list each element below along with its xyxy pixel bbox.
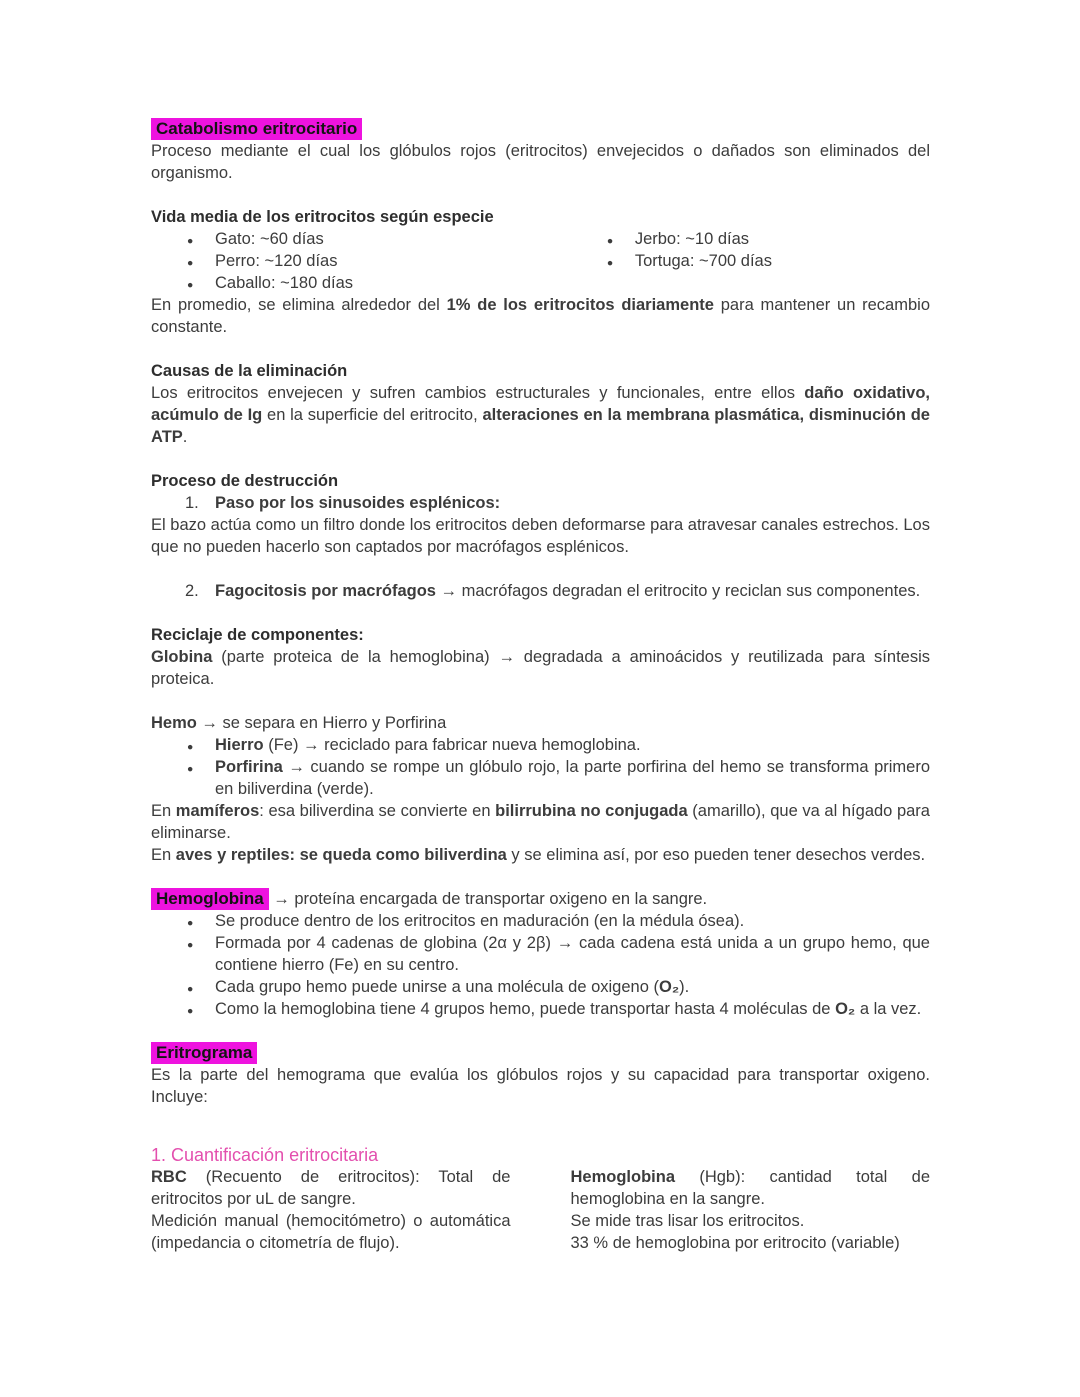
list-item-tortuga: ● Tortuga: ~700 días xyxy=(635,250,930,272)
cuantificacion-columns xyxy=(151,1166,930,1254)
section-proceso xyxy=(151,470,930,602)
species-list-right xyxy=(603,228,930,294)
section-reciclaje xyxy=(151,624,930,866)
eritrograma-title: Eritrograma xyxy=(151,1042,257,1064)
hemoglobina-intro: → proteína encargada de transportar oxigeno en la sangre. xyxy=(268,890,708,908)
list-item: ● Cada grupo hemo puede unirse a una molécula de oxigeno (O₂). xyxy=(215,976,930,998)
vida-media-note: En promedio, se elimina alrededor del 1% de los eritrocitos diariamente para mantener un recambio constante. xyxy=(151,296,930,336)
causas-body: Los eritrocitos envejecen y sufren cambios estructurales y funcionales, entre ellos daño oxidativo, acúmulo de Ig en la superficie del eritrocito, alteraciones en la membrana plasmática, disminución de ATP. xyxy=(151,384,930,446)
list-item-caballo: ● Caballo: ~180 días xyxy=(215,272,603,294)
hemoglobina-title: Hemoglobina xyxy=(151,888,269,910)
hgb-measurement: Se mide tras lisar los eritrocitos. xyxy=(570,1212,805,1230)
hemoglobina-facts-list xyxy=(151,910,930,1020)
list-item: ● Como la hemoglobina tiene 4 grupos hemo, puede transportar hasta 4 moléculas de O₂ a la vez. xyxy=(215,998,930,1020)
list-item-jerbo: ● Jerbo: ~10 días xyxy=(635,228,930,250)
list-item: ● Se produce dentro de los eritrocitos en maduración (en la médula ósea). xyxy=(215,910,930,932)
hgb-percentage: 33 % de hemoglobina por eritrocito (variable) xyxy=(570,1234,900,1252)
step-number: 2. xyxy=(185,582,199,600)
list-item-porfirina: ● Porfirina → cuando se rompe un glóbulo rojo, la parte porfirina del hemo se transforma primero en biliverdina (verde). xyxy=(215,756,930,800)
vida-media-heading: Vida media de los eritrocitos según especie xyxy=(151,208,494,226)
proceso-heading: Proceso de destrucción xyxy=(151,472,339,490)
step-number: 1. xyxy=(185,494,199,512)
proceso-step-1-body: El bazo actúa como un filtro donde los eritrocitos deben deformarse para atravesar canales estrechos. Los que no pueden hacerlo son captados por macrófagos esplénicos. xyxy=(151,516,930,556)
step-1-title: Paso por los sinusoides esplénicos: xyxy=(215,494,501,512)
catabolismo-title: Catabolismo eritrocitario xyxy=(151,118,362,140)
rbc-measurement: Medición manual (hemocitómetro) o automática (impedancia o citometría de flujo). xyxy=(151,1212,511,1252)
list-item-gato: ● Gato: ~60 días xyxy=(215,228,603,250)
section-vida-media xyxy=(151,206,930,338)
catabolismo-title-line xyxy=(151,118,930,140)
cuantificacion-heading: 1. Cuantificación eritrocitaria xyxy=(151,1145,379,1165)
hemoglobina-title-line xyxy=(151,888,930,910)
list-item-perro: ● Perro: ~120 días xyxy=(215,250,603,272)
section-eritrograma xyxy=(151,1042,930,1108)
rbc-definition: RBC (Recuento de eritrocitos): Total de eritrocitos por uL de sangre. xyxy=(151,1168,511,1208)
step-2-body: Fagocitosis por macrófagos → macrófagos degradan el eritrocito y reciclan sus componentes. xyxy=(215,582,921,600)
list-item-hierro: ● Hierro (Fe) → reciclado para fabricar nueva hemoglobina. xyxy=(215,734,930,756)
mamiferos-paragraph: En mamíferos: esa biliverdina se convierte en bilirrubina no conjugada (amarillo), que va al hígado para eliminarse. xyxy=(151,802,930,842)
section-causas xyxy=(151,360,930,448)
hemo-paragraph: Hemo → se separa en Hierro y Porfirina xyxy=(151,714,447,732)
species-list-left xyxy=(151,228,603,294)
hemo-components-list xyxy=(151,734,930,800)
aves-paragraph: En aves y reptiles: se queda como biliverdina y se elimina así, por eso pueden tener desechos verdes. xyxy=(151,846,926,864)
hgb-definition: Hemoglobina (Hgb): cantidad total de hemoglobina en la sangre. xyxy=(570,1168,930,1208)
list-item: ● Formada por 4 cadenas de globina (2α y 2β) → cada cadena está unida a un grupo hemo, que contiene hierro (Fe) en su centro. xyxy=(215,932,930,976)
section-catabolismo xyxy=(151,118,930,184)
eritrograma-title-line xyxy=(151,1042,930,1064)
rbc-column xyxy=(151,1166,511,1254)
eritrograma-body: Es la parte del hemograma que evalúa los glóbulos rojos y su capacidad para transportar oxigeno. Incluye: xyxy=(151,1066,930,1106)
causas-heading: Causas de la eliminación xyxy=(151,362,348,380)
catabolismo-intro: Proceso mediante el cual los glóbulos rojos (eritrocitos) envejecidos o dañados son eliminados del organismo. xyxy=(151,142,930,182)
globina-paragraph: Globina (parte proteica de la hemoglobina) → degradada a aminoácidos y reutilizada para síntesis proteica. xyxy=(151,648,930,688)
hgb-column xyxy=(571,1166,931,1254)
proceso-step-2 xyxy=(151,580,930,602)
section-cuantificacion xyxy=(151,1144,930,1254)
reciclaje-heading: Reciclaje de componentes: xyxy=(151,626,364,644)
species-lifespan-columns xyxy=(151,228,930,294)
section-hemoglobina xyxy=(151,888,930,1020)
proceso-step-1 xyxy=(151,492,930,514)
